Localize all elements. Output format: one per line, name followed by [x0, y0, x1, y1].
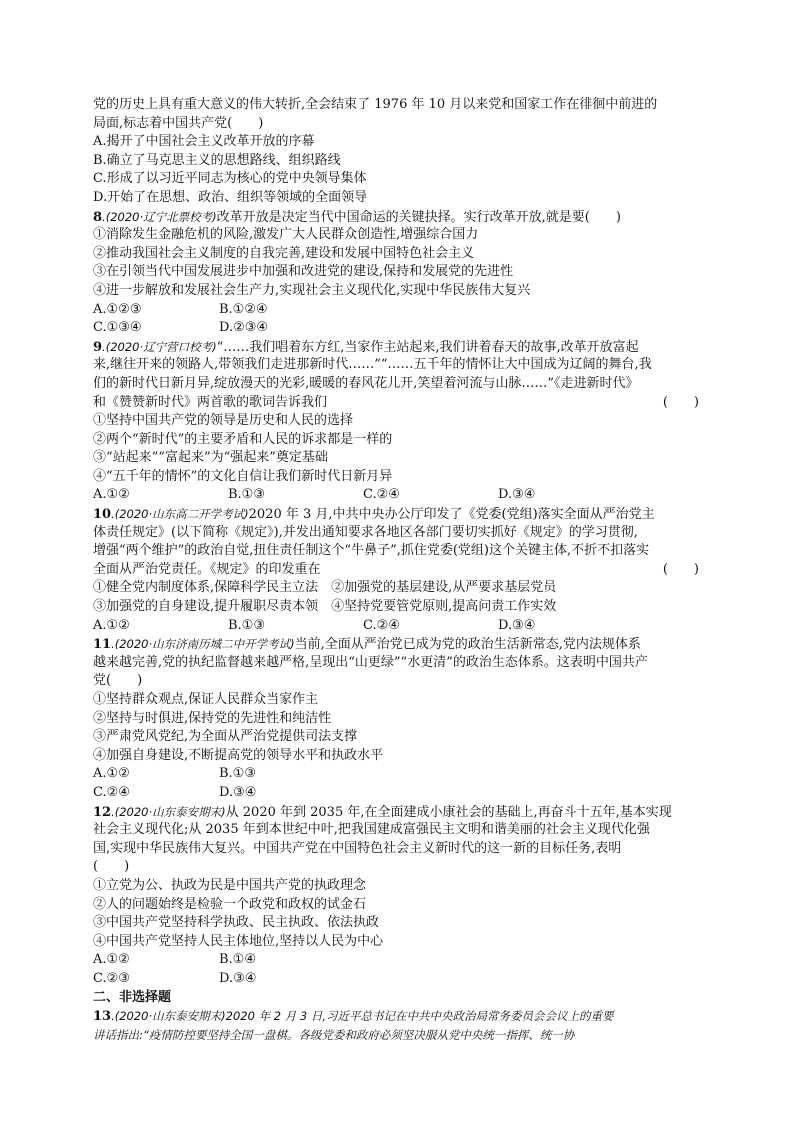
q10-choice-c: C.②④: [363, 617, 400, 633]
exam-page: [93, 96, 705, 1044]
q11-number: 11: [93, 637, 112, 653]
q10-source: .(2020·山东高二开学考试): [111, 507, 249, 522]
q12-choice-b: B.①④: [219, 952, 256, 968]
q13-stem: [93, 1007, 705, 1026]
q12-choice-c: C.②③: [93, 970, 130, 986]
q10-stem-text: 2020 年 3 月,中共中央办公厅印发了《党委(党组)落实全面从严治党主: [248, 507, 655, 523]
q9-stem-text: “……我们唱着东方红,当家作主站起来,我们讲着春天的故事,改革开放富起: [216, 339, 639, 355]
q12-choice-a: A.①②: [93, 952, 130, 968]
q11-item: ②坚持与时俱进,保持党的先进性和纯洁性: [93, 710, 332, 726]
q12-item: ①立党为公、执政为民是中国共产党的执政理念: [93, 877, 367, 893]
q12-stem-line: 国,实现中华民族伟大复兴。中国共产党在中国特色社会主义新时代的这一新的目标任务,表明: [93, 840, 622, 856]
q13-number: 13: [93, 1009, 112, 1025]
section-heading: 二、非选择题: [93, 989, 172, 1005]
q9-item: ①坚持中国共产党的领导是历史和人民的选择: [93, 413, 354, 429]
q12-answer-paren: ( ): [93, 859, 130, 875]
q11-stem-line: 党( ): [93, 673, 143, 689]
q13-stem-text: 2020 年 2 月 3 日,习近平总书记在中共中央政治局常务委员会会议上的重要: [225, 1009, 614, 1024]
q8-item: ④进一步解放和发展社会生产力,实现社会主义现代化,实现中华民族伟大复兴: [93, 282, 531, 298]
q8-choice-b: B.①②④: [219, 301, 268, 317]
q9-choice-c: C.②④: [363, 487, 400, 503]
q10-choices-row: [93, 617, 705, 636]
q9-stem-line: 来,继往开来的领路人,带领我们走进那新时代……”“……五千年的情怀让大中国成为辽阔的舞台,我: [93, 357, 652, 373]
q12-item: ④中国共产党坚持人民主体地位,坚持以人民为中心: [93, 933, 384, 949]
q10-stem: [93, 505, 705, 524]
q11-choice-b: B.①③: [219, 766, 256, 782]
q10-choice-a: A.①②: [93, 617, 130, 633]
q10-answer-paren: ( ): [662, 561, 699, 577]
q7-option: D.开始了在思想、政治、组织等领域的全面领导: [93, 189, 368, 205]
q8-source: .(2020·辽宁北票校考): [102, 209, 217, 224]
q12-item: ②人的问题始终是检验一个政党和政权的试金石: [93, 896, 367, 912]
q8-stem: [93, 208, 705, 227]
q10-item-row: ③加强党的自身建设,提升履职尽责本领 ④坚持党要管党原则,提高问责工作实效: [93, 599, 557, 615]
q10-stem-last: 全面从严治党责任。《规定》的印发重在: [93, 561, 321, 577]
q7-option: C.形成了以习近平同志为核心的党中央领导集体: [93, 171, 367, 187]
q12-choice-d: D.③④: [219, 970, 257, 986]
q11-stem-line: 越来越完善,党的执纪监督越来越严格,呈现出“山更绿”“水更清”的政治生态体系。这表明中国共产: [93, 654, 648, 670]
q8-choice-c: C.①③④: [93, 320, 142, 336]
q9-stem-line: [93, 394, 705, 413]
q9-item: ④“五千年的情怀”的文化自信让我们新时代日新月异: [93, 468, 393, 484]
q8-number: 8: [93, 209, 103, 225]
q9-stem: [93, 338, 705, 357]
q12-stem: [93, 803, 705, 822]
q9-answer-paren: ( ): [662, 394, 699, 410]
q11-item: ③严肃党风党纪,为全面从严治党提供司法支撑: [93, 729, 358, 745]
q9-choices-row: [93, 486, 705, 505]
q11-source: .(2020·山东济南历城二中开学考试): [111, 637, 295, 652]
q13-source: .(2020·山东泰安期末): [111, 1009, 226, 1024]
q11-item: ①坚持群众观点,保证人民群众当家作主: [93, 692, 319, 707]
q7-stem-line: 局面,标志着中国共产党( ): [93, 115, 264, 131]
q11-stem: [93, 635, 705, 654]
q11-choice-a: A.①②: [93, 766, 130, 782]
q8-item: ③在引领当代中国发展进步中加强和改进党的建设,保持和发展党的先进性: [93, 264, 514, 280]
q12-stem-line: 社会主义现代化;从 2035 年到本世纪中叶,把我国建成富强民主文明和谐美丽的社会主义现代化强: [93, 822, 650, 838]
q10-stem-line: 增强“两个维护”的政治自觉,扭住责任制这个“牛鼻子”,抓住党委(党组)这个关键主体,不折不扣落实: [93, 543, 650, 559]
q12-choices-row: [93, 970, 705, 989]
q9-choice-b: B.①③: [228, 487, 265, 503]
q9-stem-last: 和《赞赞新时代》两首歌的歌词告诉我们: [93, 394, 328, 410]
q10-item-row: ①健全党内制度体系,保障科学民主立法 ②加强党的基层建设,从严要求基层党员: [93, 580, 557, 596]
q10-stem-line: 体责任规定》(以下简称《规定》),并发出通知要求各地区各部门要切实抓好《规定》的学习贯彻,: [93, 524, 638, 540]
q11-stem-text: 当前,全面从严治党已成为党的政治生活新常态,党内法规体系: [294, 637, 641, 653]
q9-choice-d: D.③④: [498, 487, 536, 503]
q11-choice-d: D.③④: [219, 784, 257, 800]
q7-stem-line: 党的历史上具有重大意义的伟大转折,全会结束了 1976 年 10 月以来党和国家工作在徘徊中前进的: [93, 97, 658, 112]
q10-choice-d: D.③④: [498, 617, 536, 633]
q8-choices-row: [93, 319, 705, 338]
q9-item: ③“站起来”“富起来”为“强起来”奠定基础: [93, 450, 328, 466]
q7-option: A.揭开了中国社会主义改革开放的序幕: [93, 134, 315, 150]
q9-choice-a: A.①②: [93, 487, 130, 503]
q8-stem-text: 改革开放是决定当代中国命运的关键抉择。实行改革开放,就是要( ): [216, 209, 621, 225]
q11-choice-c: C.②④: [93, 784, 130, 800]
q11-item: ④加强自身建设,不断提高党的领导水平和执政水平: [93, 747, 384, 763]
q12-choices-row: [93, 951, 705, 970]
q9-item: ②两个“新时代”的主要矛盾和人民的诉求都是一样的: [93, 431, 393, 447]
q9-number: 9: [93, 339, 103, 355]
q10-choice-b: B.①③: [228, 617, 265, 633]
q8-item: ②推动我国社会主义制度的自我完善,建设和发展中国特色社会主义: [93, 245, 475, 261]
q8-choice-d: D.②③④: [219, 320, 269, 336]
q10-number: 10: [93, 507, 112, 523]
q11-choices-row: [93, 765, 705, 784]
q12-source: .(2020·山东泰安期末): [111, 804, 226, 819]
q12-number: 12: [93, 804, 112, 820]
q8-item: ①消除发生金融危机的风险,激发广大人民群众创造性,增强综合国力: [93, 227, 479, 243]
q11-choices-row: [93, 784, 705, 803]
q7-option: B.确立了马克思主义的思想路线、组织路线: [93, 152, 341, 168]
q12-stem-text: 从 2020 年到 2035 年,在全面建成小康社会的基础上,再奋斗十五年,基本实现: [225, 804, 672, 820]
q13-stem-line: 讲话指出:“疫情防控要坚持全国一盘棋。各级党委和政府必须坚决服从党中央统一指挥、统一协: [93, 1027, 575, 1042]
q8-choices-row: [93, 301, 705, 320]
q9-stem-line: 们的新时代日新月异,绽放漫天的光彩,暖暖的春风花儿开,笑望着河流与山脉……”《走进新时代》: [93, 375, 639, 391]
q12-item: ③中国共产党坚持科学执政、民主执政、依法执政: [93, 915, 380, 931]
q8-choice-a: A.①②③: [93, 301, 142, 317]
q9-source: .(2020·辽宁营口校考): [102, 339, 217, 354]
q10-stem-line: [93, 561, 705, 580]
